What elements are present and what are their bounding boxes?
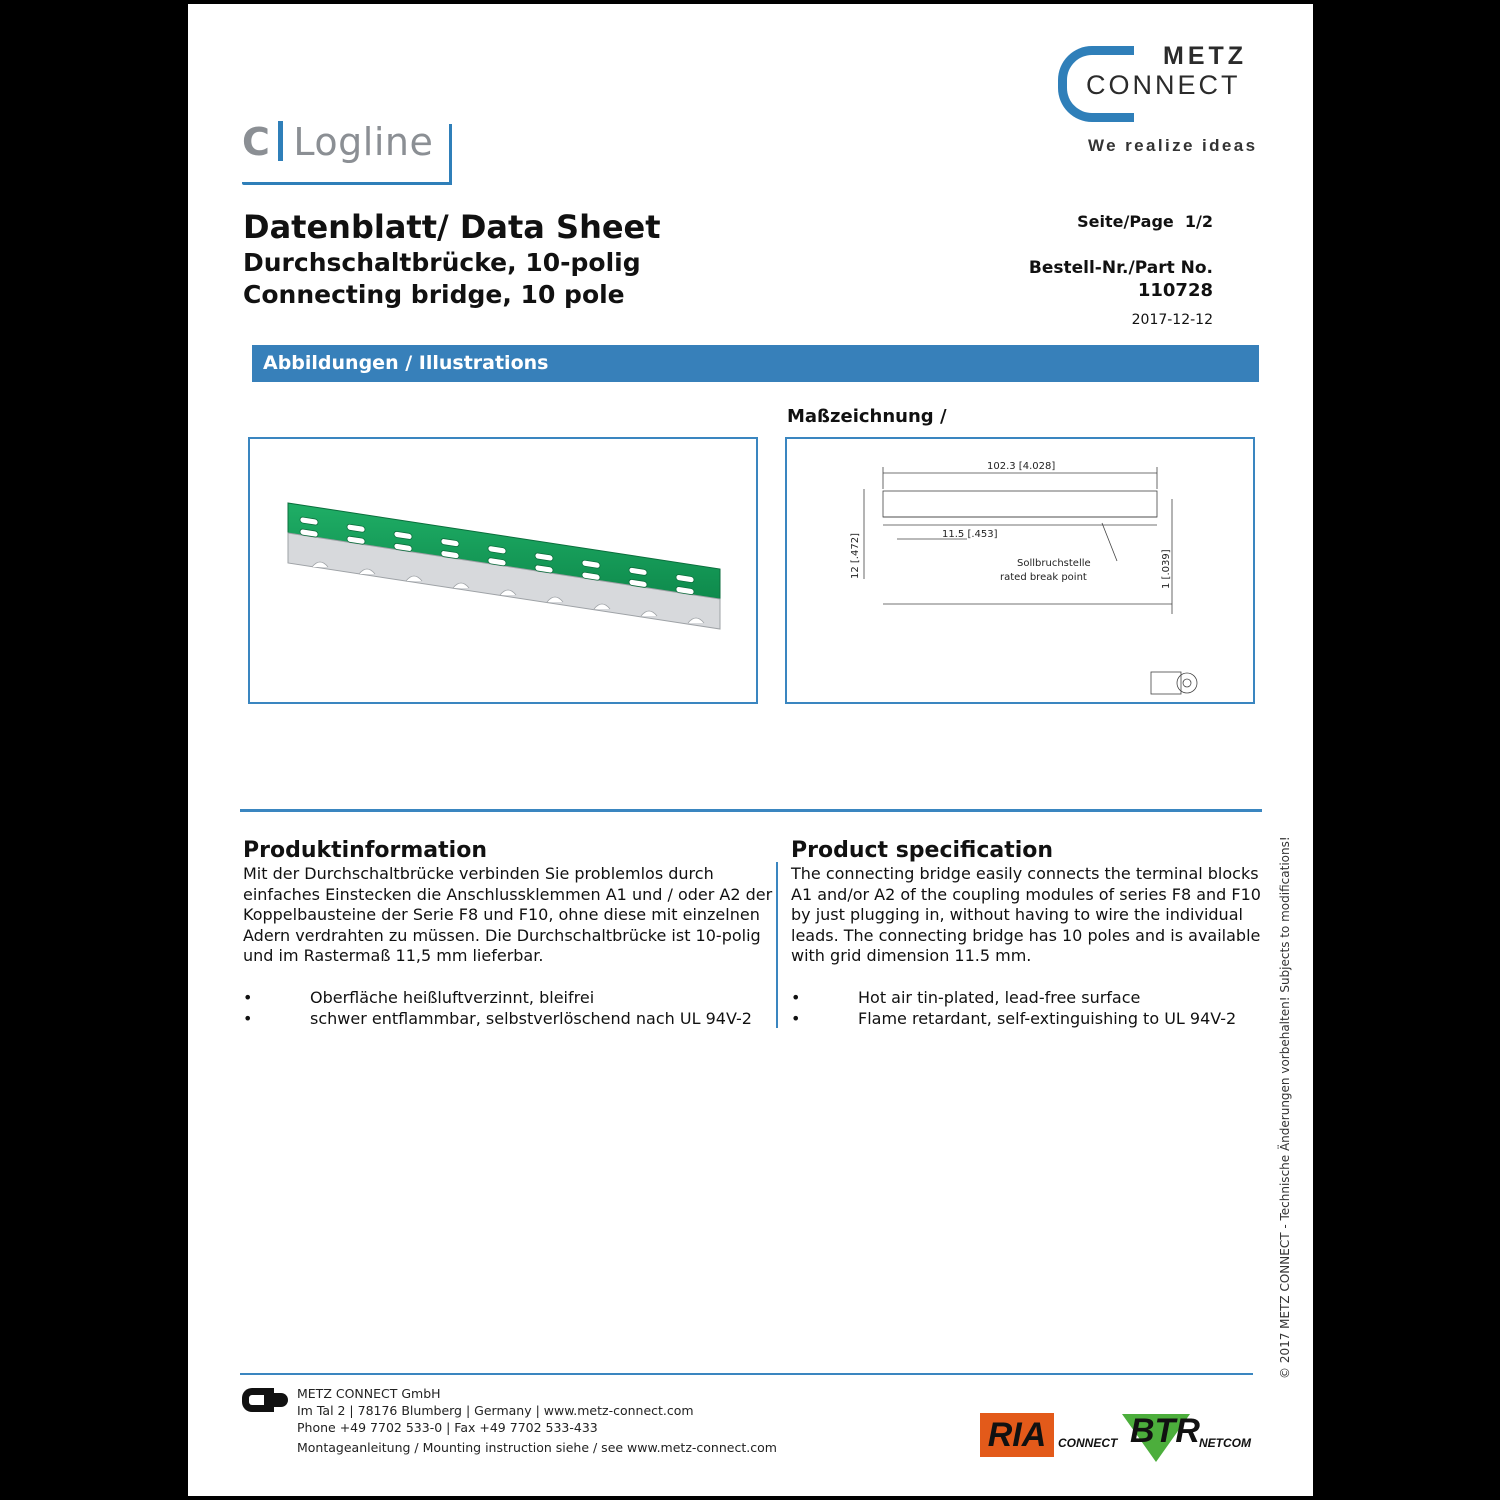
heading-product-info-de: Produktinformation xyxy=(243,838,487,863)
logo-connect-text: CONNECT xyxy=(1086,70,1241,100)
list-item: • schwer entflammbar, selbstverlöschend nach UL 94V-2 xyxy=(243,1008,752,1028)
product-info-text-en: The connecting bridge easily connects the terminal blocks A1 and/or A2 of the coupling modules of series F8 and F10 by just plugging in, without having to wire the individual leads. The connecting bridge has 10 poles and is available with grid dimension 11.5 mm. xyxy=(791,864,1261,966)
break-point-label-en: rated break point xyxy=(1000,572,1087,583)
list-item: • Flame retardant, self-extinguishing to UL 94V-2 xyxy=(791,1008,1237,1028)
list-item: • Oberfläche heißluftverzinnt, bleifrei xyxy=(243,988,595,1007)
logo-metz-text: METZ xyxy=(1163,42,1248,70)
product-image-frame xyxy=(248,437,758,704)
page-indicator: Seite/Page 1/2 xyxy=(1077,212,1213,231)
product-info-text-de: Mit der Durchschaltbrücke verbinden Sie problemlos durch einfaches Einstecken die Anschlussklemmen A1 und / oder A2 der Koppelbausteine der Serie F8 und F10, ohne diese mit einzelnen Adern verdrahten zu müssen. Die Durchschaltbrücke ist 10-polig und im Rastermaß 11,5 mm lieferbar. xyxy=(243,864,773,966)
btr-logo-text: BTR xyxy=(1130,1412,1200,1450)
data-sheet-page xyxy=(188,4,1313,1496)
dimension-drawing xyxy=(787,439,1253,702)
dimension-drawing-label: Maßzeichnung / xyxy=(787,406,947,427)
dim-pitch-label: 11.5 [.453] xyxy=(942,529,998,540)
dim-height-label: 12 [.472] xyxy=(850,533,861,579)
bullet-list-en xyxy=(791,988,1236,1029)
section-header-illustrations: Abbildungen / Illustrations xyxy=(252,345,1259,382)
part-number-label: Bestell-Nr./Part No. xyxy=(1028,258,1213,278)
part-number: 110728 xyxy=(1137,280,1213,301)
footer-divider xyxy=(240,1373,1253,1375)
logline-side-line xyxy=(449,124,452,185)
ria-connect-sub: CONNECT xyxy=(1058,1436,1118,1450)
heading-product-spec-en: Product specification xyxy=(791,838,1054,863)
footer-address: Im Tal 2 | 78176 Blumberg | Germany | www.metz-connect.com xyxy=(297,1403,694,1418)
break-point-label-de: Sollbruchstelle xyxy=(1017,558,1091,569)
logline-underline xyxy=(242,182,451,185)
column-divider xyxy=(776,862,778,1028)
logline-logo: C Logline xyxy=(242,120,434,164)
dimension-drawing-frame xyxy=(785,437,1255,704)
list-item: • Hot air tin-plated, lead-free surface xyxy=(791,988,1141,1007)
tagline: We realize ideas xyxy=(1088,136,1258,155)
connecting-bridge-image xyxy=(250,439,756,702)
footer-phone: Phone +49 7702 533-0 | Fax +49 7702 533-433 xyxy=(297,1420,598,1435)
ria-connect-logo: RIA xyxy=(980,1413,1054,1457)
content-divider xyxy=(240,809,1262,812)
subtitle-de: Durchschaltbrücke, 10-polig xyxy=(243,248,641,277)
footer-mounting: Montageanleitung / Mounting instruction siehe / see www.metz-connect.com xyxy=(297,1440,777,1455)
page-title: Datenblatt/ Data Sheet xyxy=(243,208,661,246)
bullet-list-de xyxy=(243,988,752,1029)
subtitle-en: Connecting bridge, 10 pole xyxy=(243,280,625,309)
copyright-side-note: © 2017 METZ CONNECT - Technische Änderungen vorbehalten! Subjects to modifications! xyxy=(1278,836,1292,1379)
dim-thickness-label: 1 [.039] xyxy=(1161,549,1172,589)
document-date: 2017-12-12 xyxy=(1131,312,1213,328)
dim-length-label: 102.3 [4.028] xyxy=(987,461,1056,472)
footer-company: METZ CONNECT GmbH xyxy=(297,1386,441,1401)
btr-netcom-sub: NETCOM xyxy=(1199,1436,1251,1450)
